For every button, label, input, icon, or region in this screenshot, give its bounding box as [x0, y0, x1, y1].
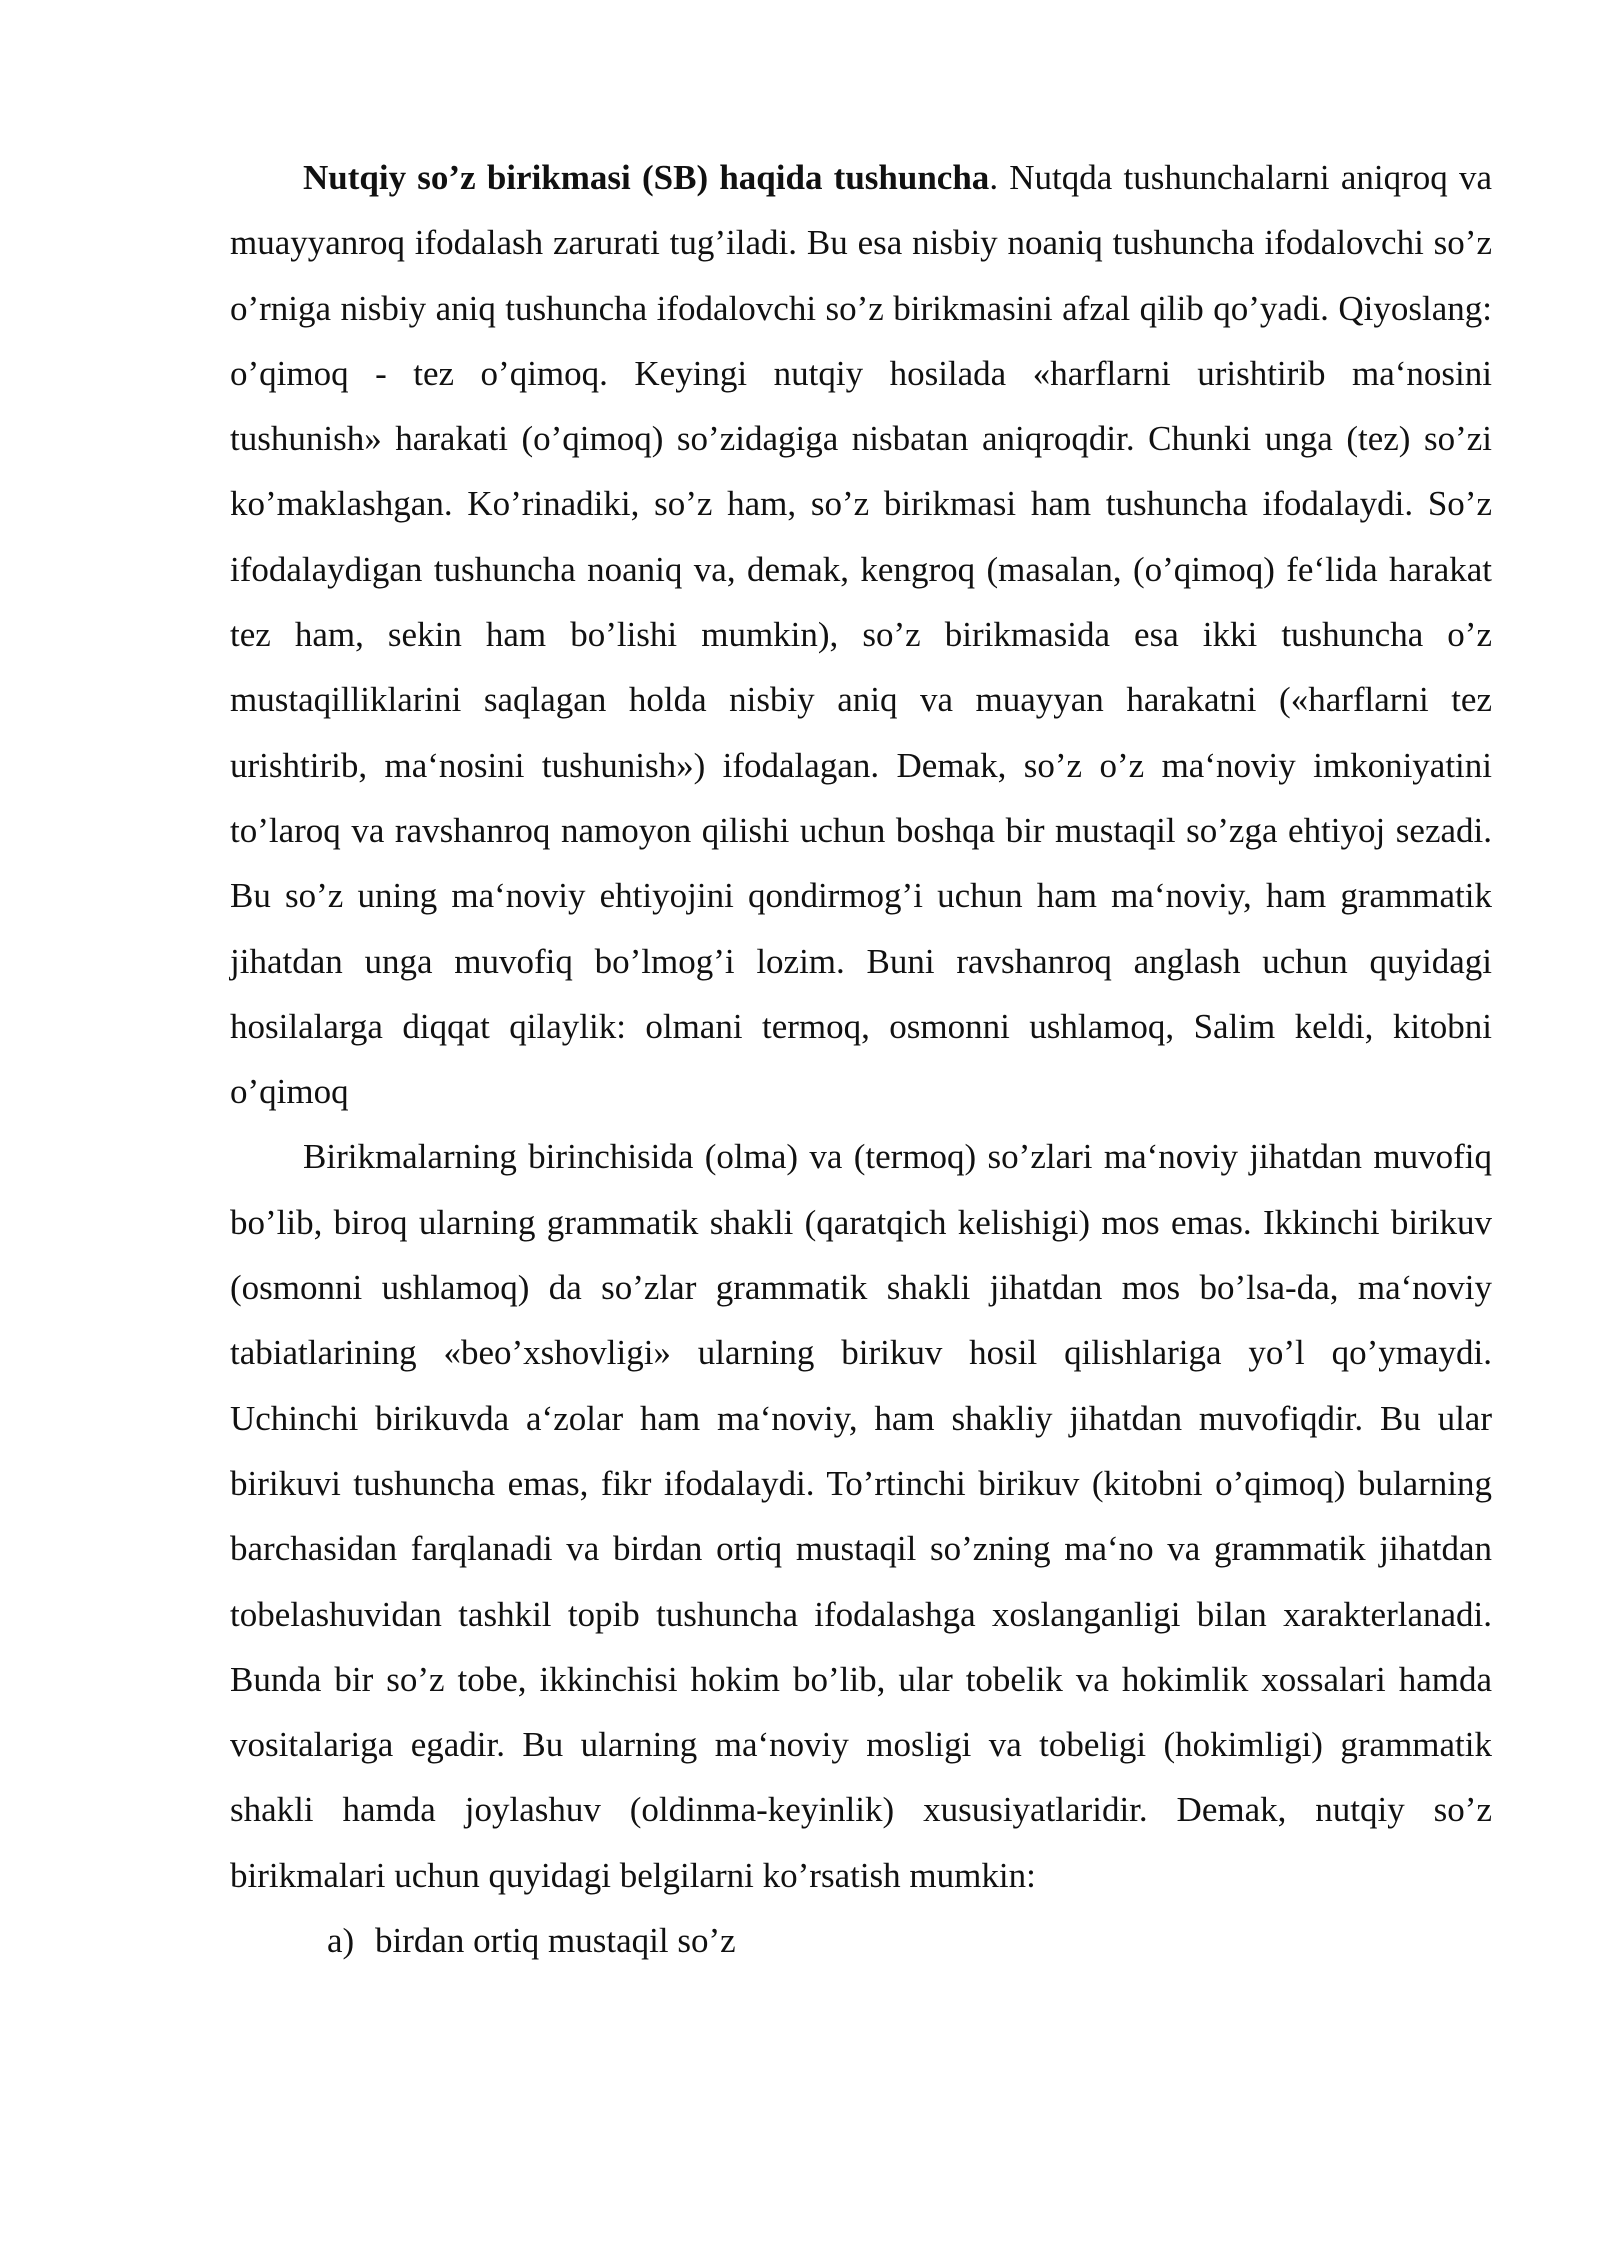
list-marker: a) — [327, 1921, 355, 1961]
list-item — [230, 1908, 1492, 1973]
paragraph-analysis: Birikmalarning birinchisida (olma) va (termoq) so’zlari ma‘noviy jihatdan muvofiq bo’lib, biroq ularning grammatik shakli (qaratqich kelishigi) mos emas. Ikkinchi birikuv (osmonni ushlamoq) da so’zlar grammatik shakli jihatdan mos bo’lsa-da, ma‘noviy tabiatlarining «beo’xshovligi» ularning birikuv hosil qilishlariga yo’l qo’ymaydi. Uchinchi birikuvda a‘zolar ham ma‘noviy, ham shakliy jihatdan muvofiqdir. Bu ular birikuvi tushuncha emas, fikr ifodalaydi. To’rtinchi birikuv (kitobni o’qimoq) bularning barchasidan farqlanadi va birdan ortiq mustaqil so’zning ma‘no va grammatik jihatdan tobelashuvidan tashkil topib tushuncha ifodalashga xoslanganligi bilan xarakterlanadi. Bunda bir so’z tobe, ikkinchisi hokim bo’lib, ular tobelik va hokimlik xossalari hamda vositalariga egadir. Bu ularning ma‘noviy mosligi va tobeligi (hokimligi) grammatik shakli hamda joylashuv (oldinma-keyinlik) xususiyatlaridir. Demak, nutqiy so’z birikmalari uchun quyidagi belgilarni ko’rsatish mumkin: — [230, 1137, 1492, 1895]
list-item-text: birdan ortiq mustaqil so’z — [375, 1921, 736, 1961]
document-page — [230, 145, 1492, 1973]
paragraph-intro — [230, 145, 1492, 1124]
section-heading: Nutqiy so’z birikmasi (SB) haqida tushuncha — [303, 158, 990, 197]
features-list — [230, 1908, 1492, 1973]
heading-period: . — [989, 158, 999, 197]
paragraph-intro-text: Nutqda tushunchalarni aniqroq va muayyanroq ifodalash zarurati tug’iladi. Bu esa nisbiy noaniq tushuncha ifodalovchi so’z o’rniga nisbiy aniq tushuncha ifodalovchi so’z birikmasini afzal qilib qo’yadi. Qiyoslang: o’qimoq - tez o’qimoq. Keyingi nutqiy hosilada «harflarni urishtirib ma‘nosini tushunish» harakati (o’qimoq) so’zidagiga nisbatan aniqroqdir. Chunki unga (tez) so’zi ko’maklashgan. Ko’rinadiki, so’z ham, so’z birikmasi ham tushuncha ifodalaydi. So’z ifodalaydigan tushuncha noaniq va, demak, kengroq (masalan, (o’qimoq) fe‘lida harakat tez ham, sekin ham bo’lishi mumkin), so’z birikmasida esa ikki tushuncha o’z mustaqilliklarini saqlagan holda nisbiy aniq va muayyan harakatni («harflarni tez urishtirib, ma‘nosini tushunish») ifodalagan. Demak, so’z o’z ma‘noviy imkoniyatini to’laroq va ravshanroq namoyon qilishi uchun boshqa bir mustaqil so’zga ehtiyoj sezadi. Bu so’z uning ma‘noviy ehtiyojini qondirmog’i uchun ham ma‘noviy, ham grammatik jihatdan unga muvofiq bo’lmog’i lozim. Buni ravshanroq anglash uchun quyidagi hosilalarga diqqat qilaylik: olmani termoq, osmonni ushlamoq, Salim keldi, kitobni o’qimoq — [230, 158, 1492, 1112]
